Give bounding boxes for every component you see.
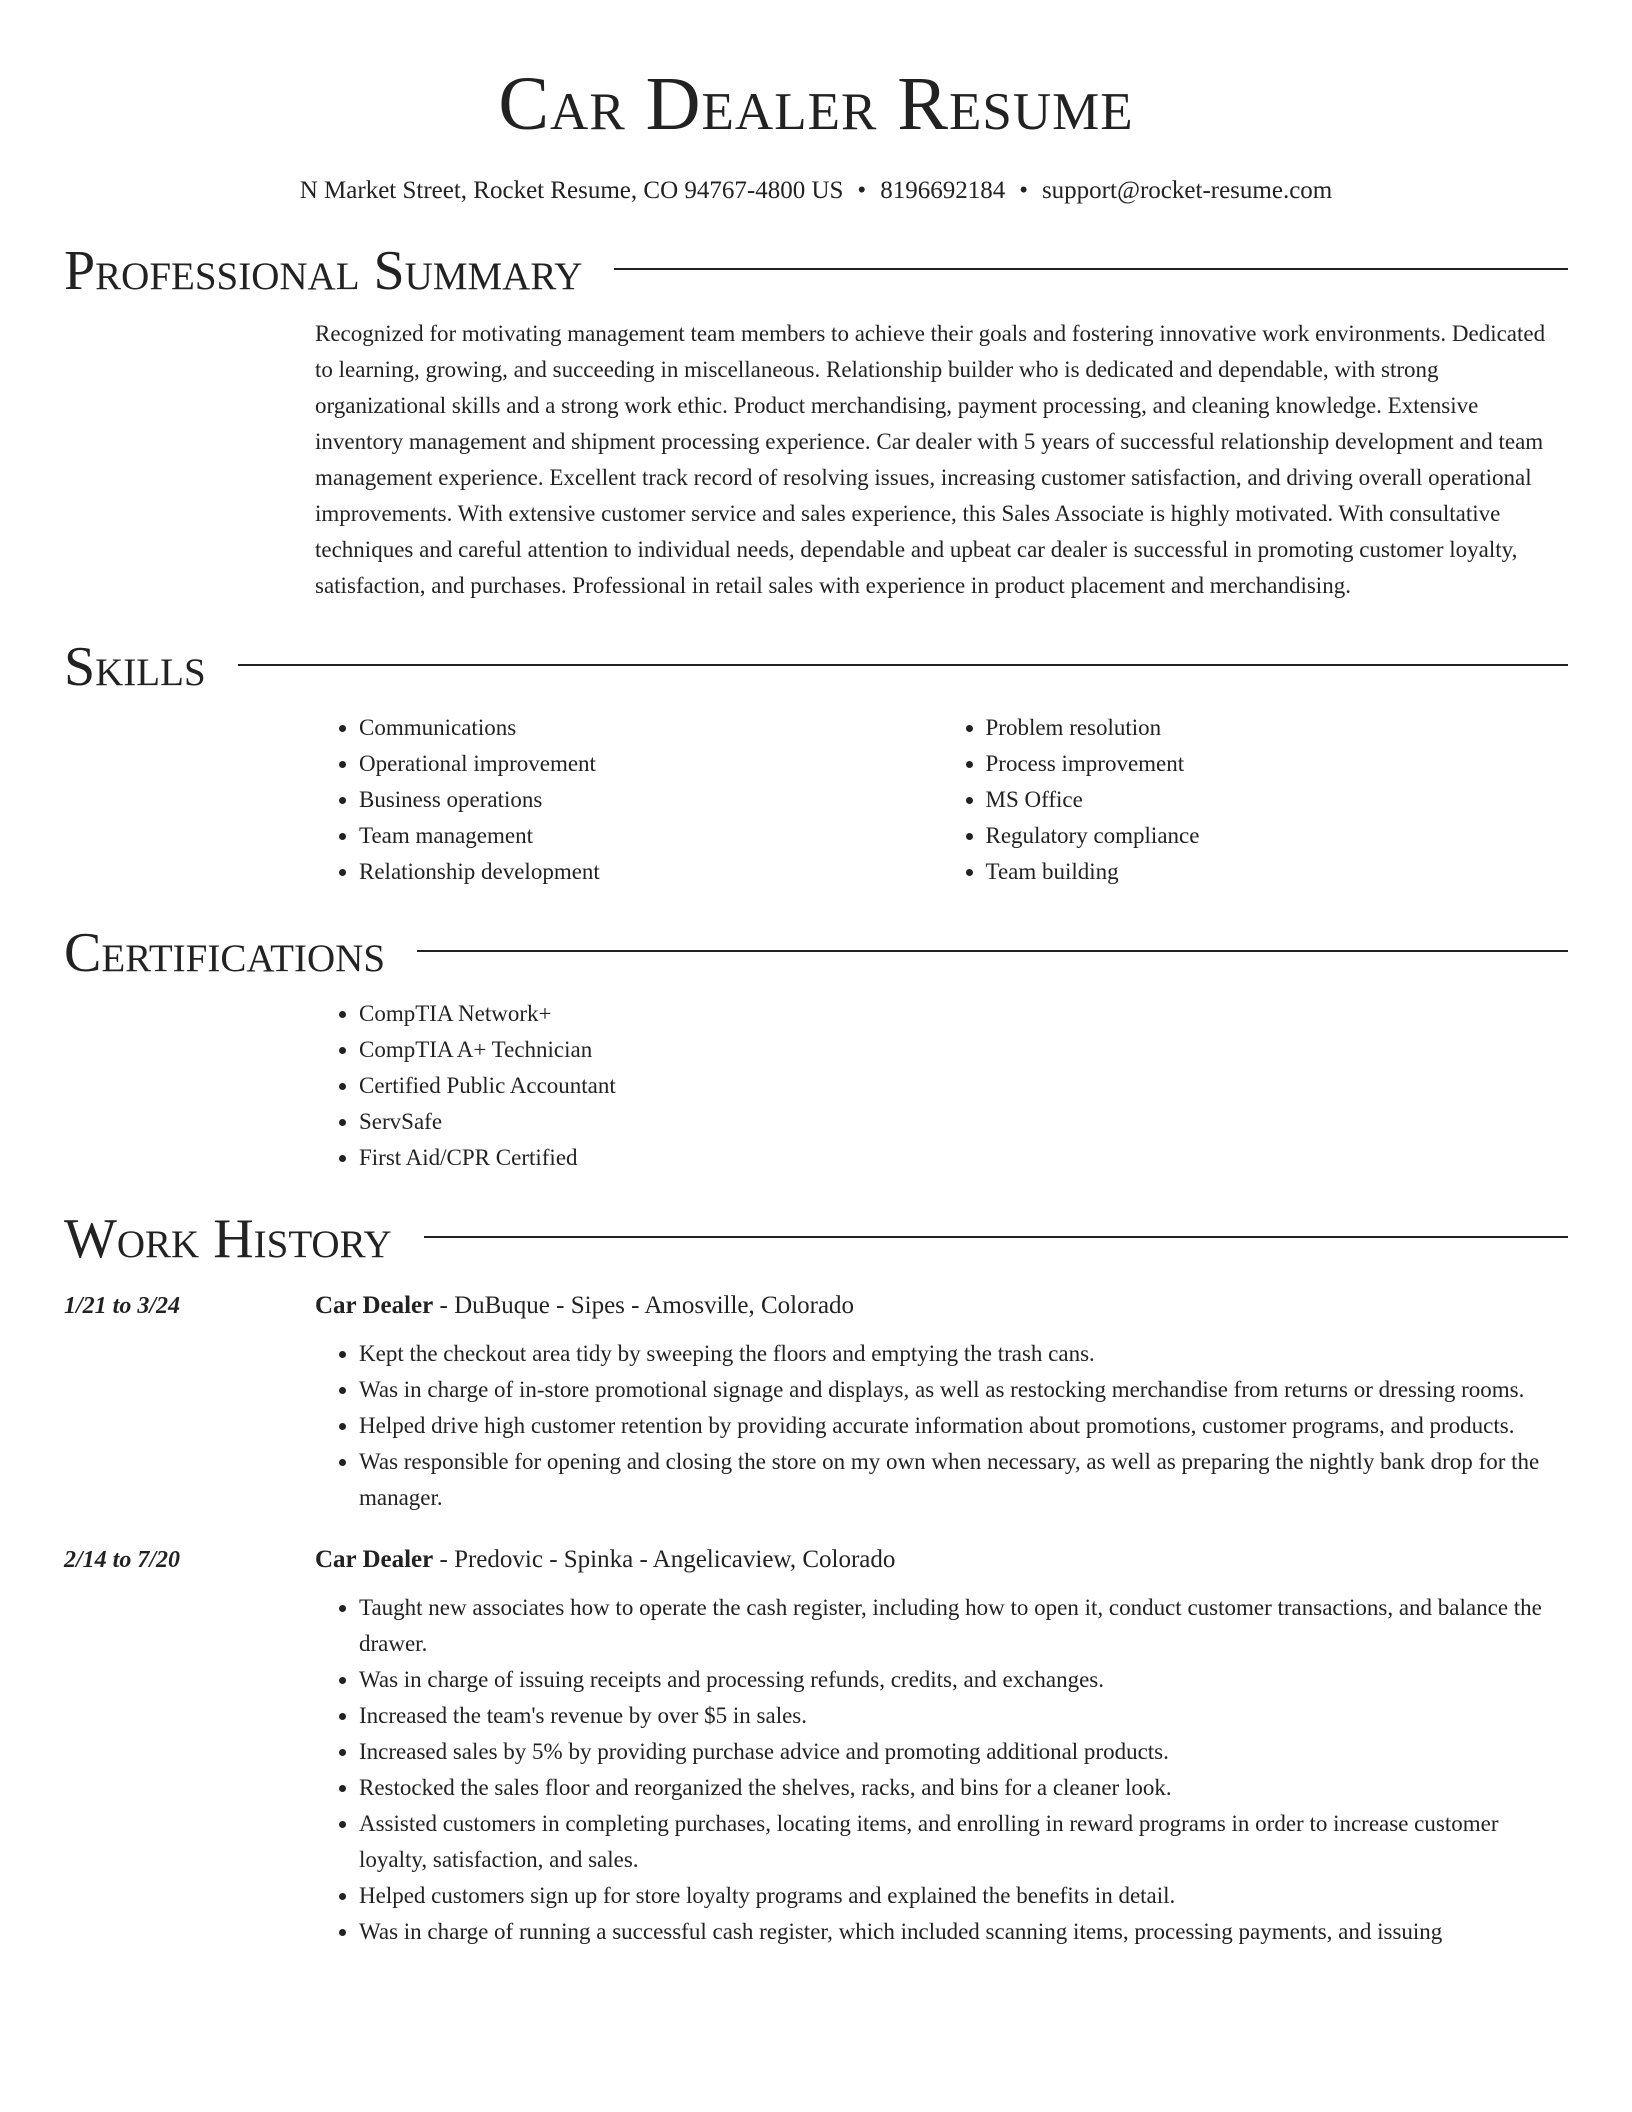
work-history-heading: Work History [64, 1208, 392, 1270]
job-bullet: • Was in charge of in-store promotional signage and displays, as well as restocking merchandise from returns or dressing rooms. [359, 1372, 1568, 1408]
contact-phone: 8196692184 [880, 177, 1006, 204]
job-header [64, 1540, 1568, 1580]
summary-heading: Professional Summary [64, 240, 583, 302]
certifications-list-wrap [315, 996, 1568, 1176]
job-company: - Predovic - Spinka - Angelicaview, Colorado [433, 1546, 896, 1573]
section-divider [417, 950, 1568, 952]
job-dates: 2/14 to 7/20 [64, 1547, 181, 1573]
skills-list-right [942, 710, 1569, 890]
certification-item: • First Aid/CPR Certified [359, 1140, 1568, 1176]
job-title: Car Dealer [315, 1546, 434, 1573]
certification-item: • CompTIA A+ Technician [359, 1032, 1568, 1068]
skill-item: • Regulatory compliance [986, 818, 1569, 854]
job-bullet: • Was responsible for opening and closing the store on my own when necessary, as well as preparing the nightly bank drop for the manager. [359, 1444, 1568, 1516]
contact-separator: • [857, 177, 867, 204]
section-divider [614, 268, 1568, 270]
contact-email: support@rocket-resume.com [1041, 177, 1333, 204]
job-bullet: • Kept the checkout area tidy by sweeping the floors and emptying the trash cans. [359, 1336, 1568, 1372]
job-title-line [315, 1286, 854, 1326]
summary-section [64, 238, 1568, 604]
job-title: Car Dealer [315, 1292, 434, 1319]
contact-separator: • [1019, 177, 1028, 204]
skill-item: • Business operations [359, 782, 942, 818]
job-company: - DuBuque - Sipes - Amosville, Colorado [433, 1292, 855, 1319]
job-bullet: • Restocked the sales floor and reorganized the shelves, racks, and bins for a cleaner look. [359, 1770, 1568, 1806]
job-bullets [315, 1336, 1568, 1516]
skills-list-left [315, 710, 942, 890]
job-bullet: • Increased sales by 5% by providing purchase advice and promoting additional products. [359, 1734, 1568, 1770]
skill-item: • Team building [986, 854, 1569, 890]
job-entry [64, 1286, 1568, 1516]
job-bullet: • Was in charge of running a successful cash register, which included scanning items, processing payments, and issuing [359, 1914, 1568, 1950]
job-bullet: • Increased the team's revenue by over $5 in sales. [359, 1698, 1568, 1734]
skills-section-header [64, 634, 1568, 700]
job-bullet: • Helped customers sign up for store loyalty programs and explained the benefits in detail. [359, 1878, 1568, 1914]
skill-item: • MS Office [986, 782, 1569, 818]
certification-item: • CompTIA Network+ [359, 996, 1568, 1032]
certification-item: • ServSafe [359, 1104, 1568, 1140]
skill-item: • Relationship development [359, 854, 942, 890]
skill-item: • Problem resolution [986, 710, 1569, 746]
job-bullet: • Assisted customers in completing purchases, locating items, and enrolling in reward programs in order to increase customer loyalty, satisfaction, and sales. [359, 1806, 1568, 1878]
skill-item: • Operational improvement [359, 746, 942, 782]
job-dates: 1/21 to 3/24 [64, 1293, 181, 1319]
job-bullet: • Was in charge of issuing receipts and processing refunds, credits, and exchanges. [359, 1662, 1568, 1698]
work-history-section-header [64, 1206, 1568, 1272]
job-header [64, 1286, 1568, 1326]
certifications-section [64, 920, 1568, 1176]
summary-section-header [64, 238, 1568, 304]
job-bullets [315, 1590, 1568, 1950]
certifications-heading: Certifications [64, 922, 386, 984]
section-divider [424, 1236, 1568, 1238]
job-title-line [315, 1540, 895, 1580]
skill-item: • Team management [359, 818, 942, 854]
certifications-section-header [64, 920, 1568, 986]
certifications-list [315, 996, 1568, 1176]
contact-line [64, 174, 1568, 208]
job-entry [64, 1540, 1568, 1950]
contact-address: N Market Street, Rocket Resume, CO 94767-4800 US [299, 177, 844, 204]
job-bullet: • Taught new associates how to operate the cash register, including how to open it, conduct customer transactions, and balance the drawer. [359, 1590, 1568, 1662]
skill-item: • Process improvement [986, 746, 1569, 782]
summary-text: Recognized for motivating management team members to achieve their goals and fostering innovative work environments. Dedicated to learning, growing, and succeeding in miscellaneous. Relationship builder who is dedicated and dependable, with strong organizational skills and a strong work ethic. Product merchandising, payment processing, and cleaning knowledge. Extensive inventory management and shipment processing experience. Car dealer with 5 years of successful relationship development and team management experience. Excellent track record of resolving issues, increasing customer satisfaction, and driving overall operational improvements. With extensive customer service and sales experience, this Sales Associate is highly motivated. With consultative techniques and careful attention to individual needs, dependable and upbeat car dealer is successful in promoting customer loyalty, satisfaction, and purchases. Professional in retail sales with experience in product placement and merchandising. [315, 321, 1546, 598]
work-history-section [64, 1206, 1568, 1950]
skills-columns [315, 710, 1568, 890]
resume-title: Car Dealer Resume [498, 62, 1134, 146]
job-bullet: • Helped drive high customer retention by providing accurate information about promotions, customer programs, and products. [359, 1408, 1568, 1444]
skill-item: • Communications [359, 710, 942, 746]
skills-heading: Skills [64, 636, 206, 698]
skills-section [64, 634, 1568, 890]
certification-item: • Certified Public Accountant [359, 1068, 1568, 1104]
section-divider [238, 664, 1568, 666]
